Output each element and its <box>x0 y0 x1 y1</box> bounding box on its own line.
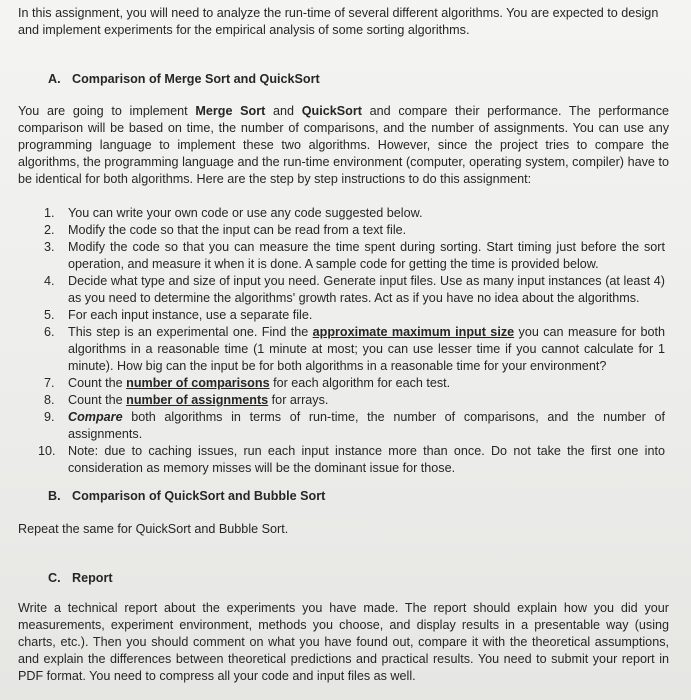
step-text: Decide what type and size of input you need. Generate input files. Use as many input instances (at least 4) as you need to determine the algorithms' growth rates. Act as if you have no idea about the algorithms. <box>68 274 665 305</box>
section-b-heading <box>48 488 325 505</box>
section-a-heading <box>48 71 320 88</box>
section-b-paragraph: Repeat the same for QuickSort and Bubble Sort. <box>18 522 289 536</box>
step-emphasis: number of assignments <box>126 393 269 407</box>
step-emphasis: number of comparisons <box>126 376 270 390</box>
step-emphasis: Compare <box>68 410 123 424</box>
steps-list <box>38 205 666 477</box>
step-number: 9. <box>44 410 55 424</box>
section-c-letter: C. <box>48 571 61 585</box>
step-text: Count the <box>68 393 127 407</box>
step-text: for each algorithm for each test. <box>269 376 451 390</box>
step-text: For each input instance, use a separate file. <box>68 308 313 322</box>
section-a-letter: A. <box>48 72 61 86</box>
section-b-title: Comparison of QuickSort and Bubble Sort <box>72 489 326 503</box>
step-item <box>44 324 665 375</box>
step-number: 2. <box>44 223 55 237</box>
step-number: 6. <box>44 325 55 339</box>
step-text: both algorithms in terms of run-time, the number of comparisons, and the number of assignments. <box>68 410 665 441</box>
step-number: 4. <box>44 274 55 288</box>
step-item <box>38 443 665 477</box>
step-number: 1. <box>44 206 55 220</box>
step-item <box>44 205 665 222</box>
step-item <box>44 307 665 324</box>
step-number: 8. <box>44 393 55 407</box>
merge-sort-term: Merge Sort <box>195 104 266 118</box>
step-item <box>44 392 665 409</box>
step-text: for arrays. <box>268 393 329 407</box>
step-item <box>44 273 665 307</box>
section-a-title: Comparison of Merge Sort and QuickSort <box>72 72 320 86</box>
step-number: 5. <box>44 308 55 322</box>
step-text: Modify the code so that you can measure the time spent during sorting. Start timing just before the sort operation, and measure it when it is done. A sample code for getting the time is provided below. <box>68 240 665 271</box>
step-number: 7. <box>44 376 55 390</box>
section-a-paragraph <box>18 103 669 188</box>
section-c-paragraph: Write a technical report about the experiments you have made. The report should explain how you did your measurements, experiment environment, methods you choose, and display results in a presentable way (using charts, etc.). Then you should comment on what you have found out, compare it with the theoretical assumptions, and explain the differences between theoretical predictions and practical results. You need to submit your report in PDF format. You need to compress all your code and input files as well. <box>18 601 669 683</box>
step-text: Count the <box>68 376 127 390</box>
step-number: 3. <box>44 240 55 254</box>
section-b-letter: B. <box>48 489 61 503</box>
step-item <box>44 375 665 392</box>
section-c-title: Report <box>72 571 113 585</box>
step-emphasis: approximate maximum input size <box>312 325 515 339</box>
step-text: Modify the code so that the input can be read from a text file. <box>68 223 407 237</box>
step-text: You can write your own code or use any code suggested below. <box>68 206 423 220</box>
step-number: 10. <box>38 444 56 458</box>
step-item <box>44 222 665 239</box>
step-text: Note: due to caching issues, run each input instance more than once. Do not take the first one into consideration as memory misses will be the dominant issue for those. <box>68 444 665 475</box>
quicksort-term: QuickSort <box>301 104 362 118</box>
step-item <box>44 239 665 273</box>
section-a-text-start: You are going to implement <box>18 104 196 118</box>
step-item <box>44 409 665 443</box>
step-text: This step is an experimental one. Find the <box>68 325 313 339</box>
section-c-heading <box>48 570 113 587</box>
step-text: you can measure for both algorithms in a reasonable time (1 minute at most; you can use lesser time if you cannot calculate for 1 minute). How big can the input be for both algorithms in a reasonable time for your environment? <box>68 325 666 373</box>
section-a-text-rest: and compare their performance. The performance comparison will be based on time, the number of comparisons, and the number of assignments. You can use any programming language to implement these two algorithms. However, since the project tries to compare the algorithms, the programming language and the run-time environment (computer, operating system, compiler) have to be identical for both algorithms. Here are the step by step instructions to do this assignment: <box>18 104 670 186</box>
section-a-text-and: and <box>265 104 302 118</box>
intro-paragraph: In this assignment, you will need to analyze the run-time of several different algorithms. You are expected to design and implement experiments for the empirical analysis of some sorting algorithms. <box>18 6 659 37</box>
